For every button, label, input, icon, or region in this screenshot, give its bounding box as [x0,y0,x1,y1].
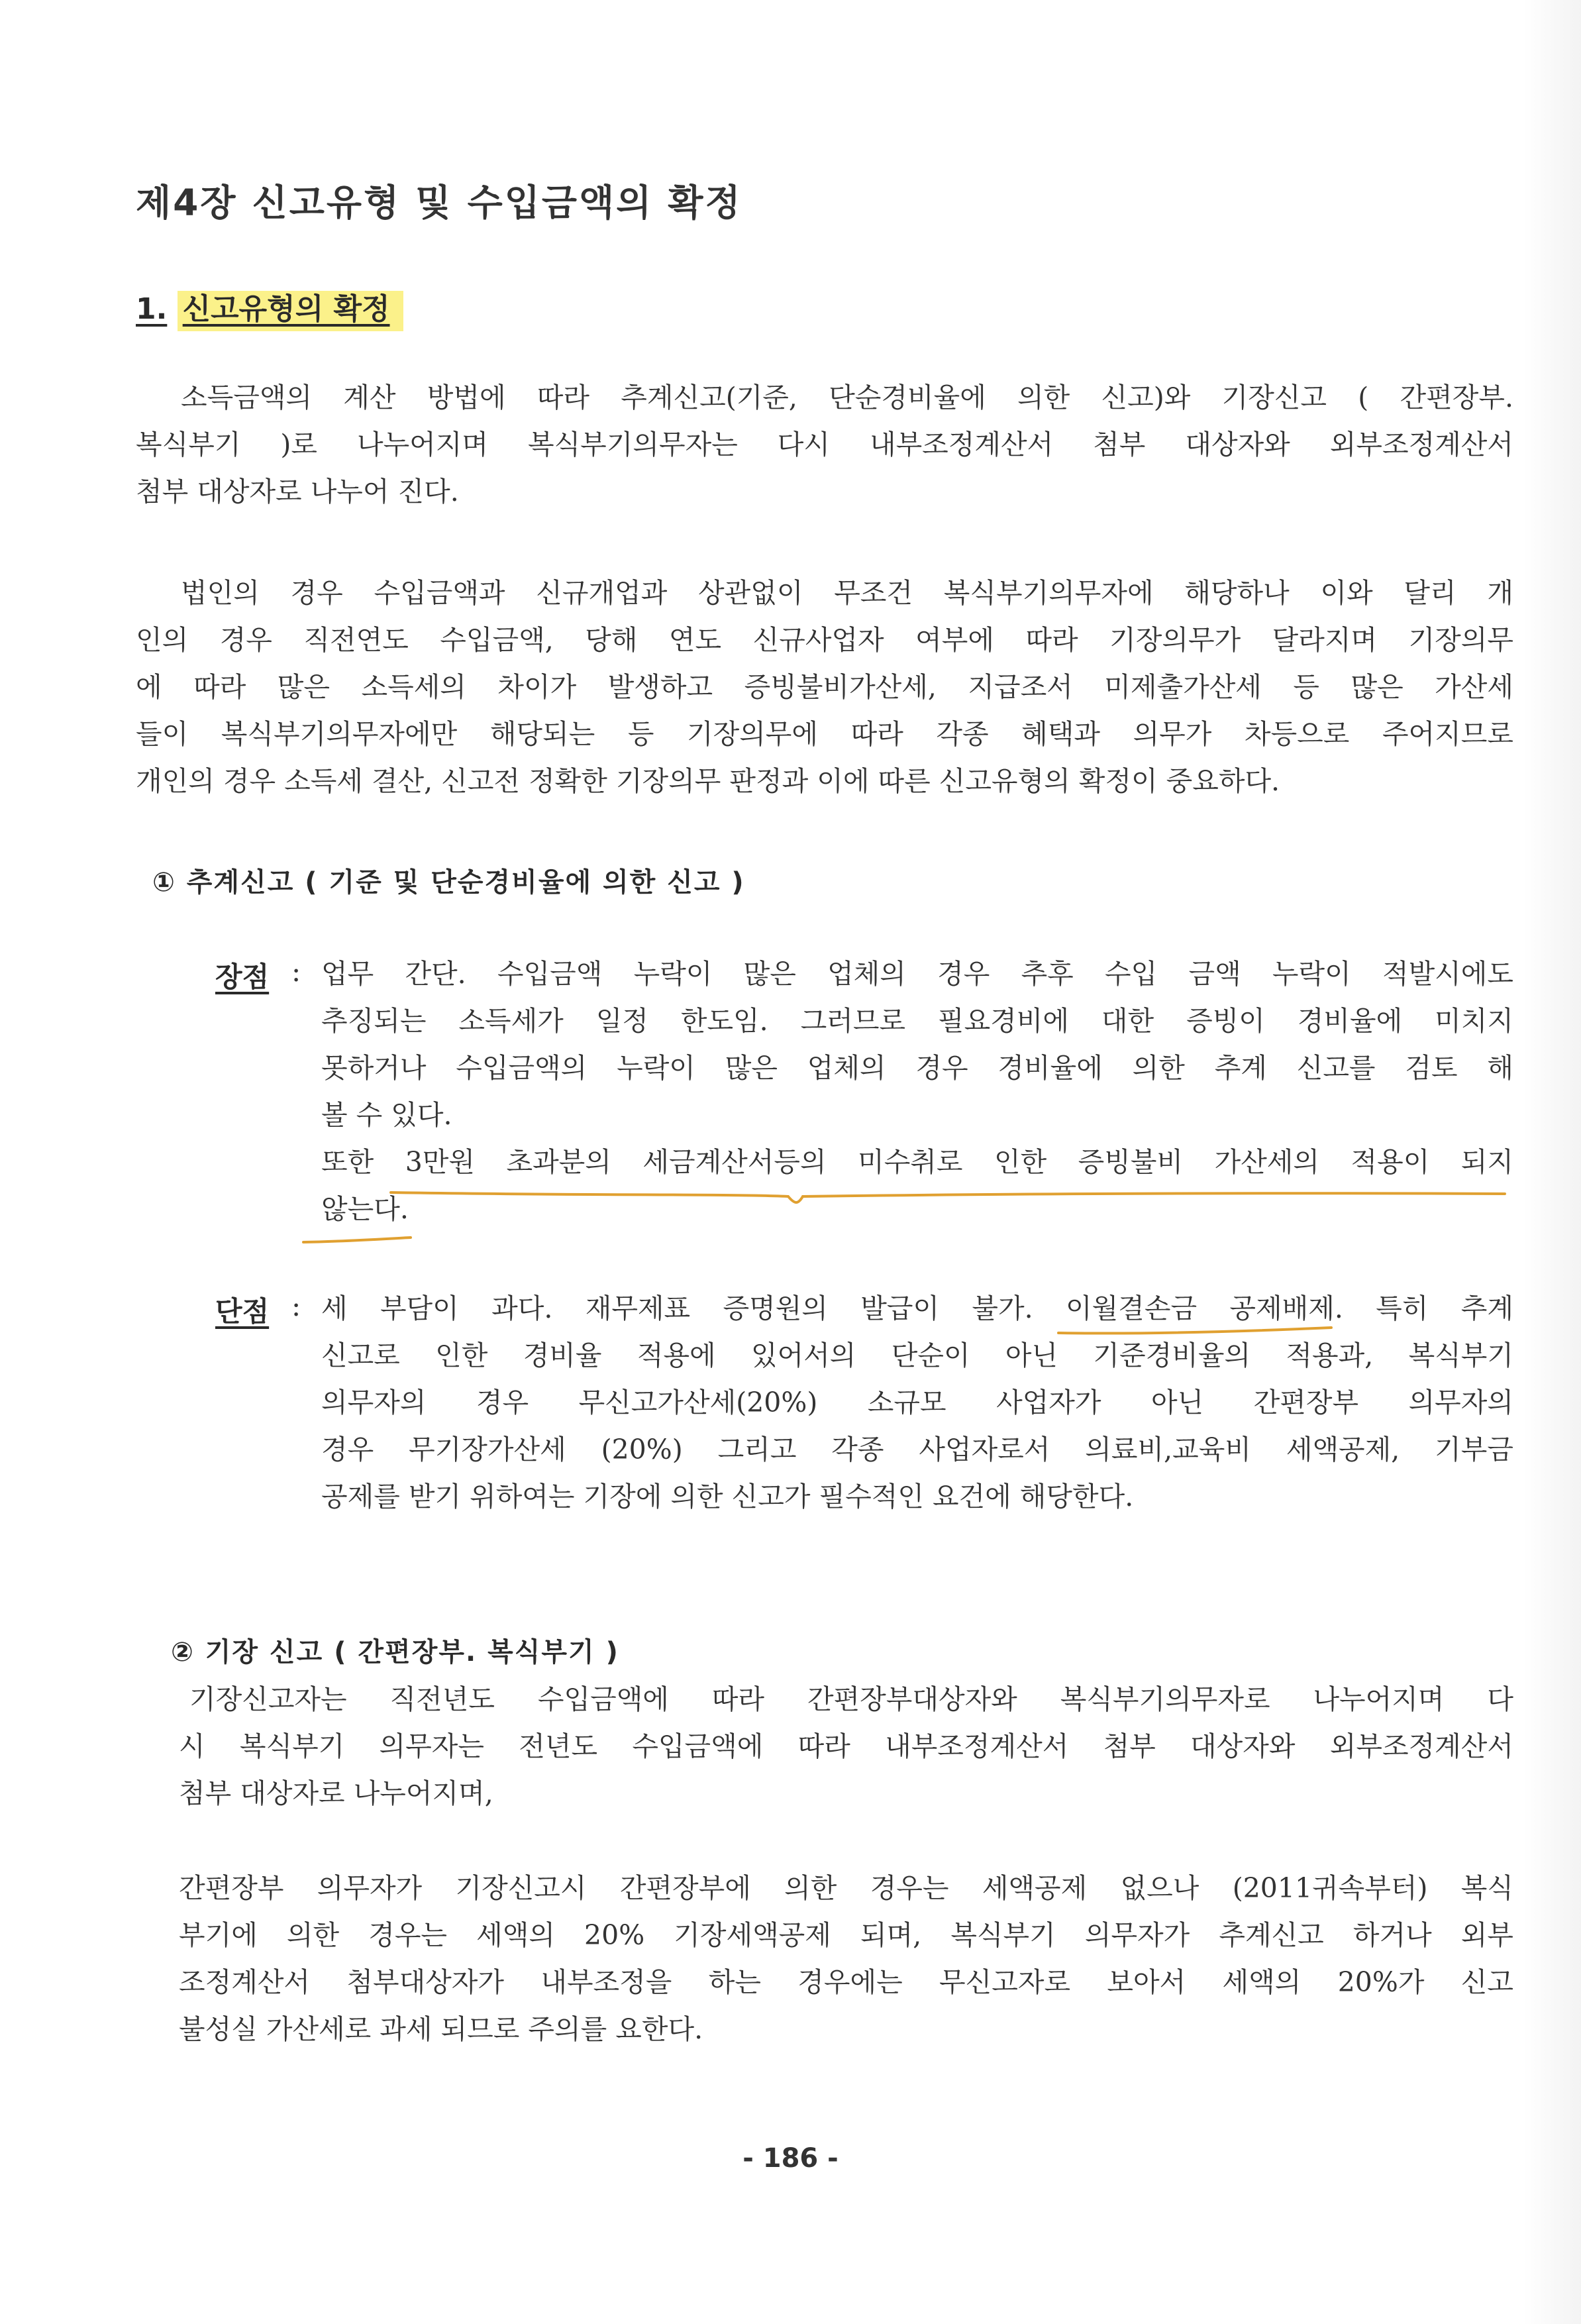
advantage-label: 장점 [215,961,270,993]
advantage-line: 업무 간단. 수입금액 누락이 많은 업체의 경우 추후 수입 금액 누락이 적발시에도 [321,958,1513,990]
subsection-2-paragraph-2 [179,1865,1513,2053]
paragraph-line: 들이 복식부기의무자에만 해당되는 등 기장의무에 따라 각종 혜택과 의무가 차등으로 주어지므로 [136,718,1513,750]
scan-edge-shadow [1523,0,1581,2324]
advantage-line: 또한 3만원 초과분의 세금계산서등의 미수취로 인한 증빙불비 가산세의 적용이 되지 [321,1146,1513,1178]
paragraph-line: 개인의 경우 소득세 결산, 신고전 정확한 기장의무 판정과 이에 따른 신고유형의 확정이 중요하다. [136,765,1280,797]
section-title [136,285,403,327]
section-number: 1. [136,292,168,326]
paragraph-line: 간편장부 의무자가 기장신고시 간편장부에 의한 경우는 세액공제 없으나 (2011귀속부터) 복식 [179,1872,1513,1904]
advantage-text [321,951,1513,1233]
paragraph-line: 복식부기 )로 나누어지며 복식부기의무자는 다시 내부조정계산서 첨부 대상자와 외부조정계산서 [136,429,1513,460]
disadvantage-line: 공제를 받기 위하여는 기장에 의한 신고가 필수적인 요건에 해당한다. [321,1481,1134,1512]
subsection-2-heading: ② 기장 신고 ( 간편장부. 복식부기 ) [171,1637,619,1667]
disadvantage-text [321,1285,1513,1520]
advantage-line: 못하거나 수입금액의 누락이 많은 업체의 경우 경비율에 의한 추계 신고를 검토 해 [321,1052,1513,1084]
second-paragraph [136,570,1513,805]
colon: : [291,955,301,988]
disadvantage-line: 세 부담이 과다. 재무제표 증명원의 발급이 불가. 이월결손금 공제배제. 특히 추계 [321,1293,1513,1324]
paragraph-line: 법인의 경우 수입금액과 신규개업과 상관없이 무조건 복식부기의무자에 해당하나 이와 달리 개 [181,577,1513,609]
paragraph-line: 시 복식부기 의무자는 전년도 수입금액에 따라 내부조정계산서 첨부 대상자와 외부조정계산서 [179,1730,1513,1762]
paragraph-line: 부기에 의한 경우는 세액의 20% 기장세액공제 되며, 복식부기 의무자가 추계신고 하거나 외부 [179,1919,1513,1951]
disadvantage-line: 신고로 인한 경비율 적용에 있어서의 단순이 아닌 기준경비율의 적용과, 복식부기 [321,1340,1513,1371]
paragraph-line: 소득금액의 계산 방법에 따라 추계신고(기준, 단순경비율에 의한 신고)와 기장신고 ( 간편장부. [181,382,1513,413]
paragraph-line: 에 따라 많은 소득세의 차이가 발생하고 증빙불비가산세, 지급조서 미제출가산세 등 많은 가산세 [136,671,1513,703]
disadvantage-line: 경우 무기장가산세 (20%) 그리고 각종 사업자로서 의료비,교육비 세액공제, 기부금 [321,1434,1513,1465]
intro-paragraph [136,374,1513,515]
page-number: - 186 - [742,2143,839,2174]
subsection-2-paragraph-1 [179,1676,1513,1817]
colon: : [291,1290,301,1322]
subsection-1-heading: ① 추계신고 ( 기준 및 단순경비율에 의한 신고 ) [152,867,745,898]
disadvantage-label: 단점 [215,1295,270,1328]
paragraph-line: 기장신고자는 직전년도 수입금액에 따라 간편장부대상자와 복식부기의무자로 나누어지며 다 [189,1683,1513,1715]
paragraph-line: 첨부 대상자로 나누어 진다. [136,476,459,507]
advantage-line: 추징되는 소득세가 일정 한도임. 그러므로 필요경비에 대한 증빙이 경비율에 미치지 [321,1005,1513,1037]
disadvantage-line: 의무자의 경우 무신고가산세(20%) 소규모 사업자가 아닌 간편장부 의무자의 [321,1387,1513,1418]
pen-underline-advantage-end [303,1238,411,1242]
paragraph-line: 인의 경우 직전연도 수입금액, 당해 연도 신규사업자 여부에 따라 기장의무가 달라지며 기장의무 [136,624,1513,656]
section-title-highlighted: 신고유형의 확정 [178,291,403,331]
chapter-title: 제4장 신고유형 및 수입금액의 확정 [136,182,742,224]
paragraph-line: 조정계산서 첨부대상자가 내부조정을 하는 경우에는 무신고자로 보아서 세액의 20%가 신고 [179,1966,1513,1998]
paragraph-line: 불성실 가산세로 과세 되므로 주의를 요한다. [179,2013,703,2045]
advantage-line: 볼 수 있다. [321,1099,452,1131]
paragraph-line: 첨부 대상자로 나누어지며, [179,1777,493,1809]
advantage-line: 않는다. [321,1193,409,1225]
